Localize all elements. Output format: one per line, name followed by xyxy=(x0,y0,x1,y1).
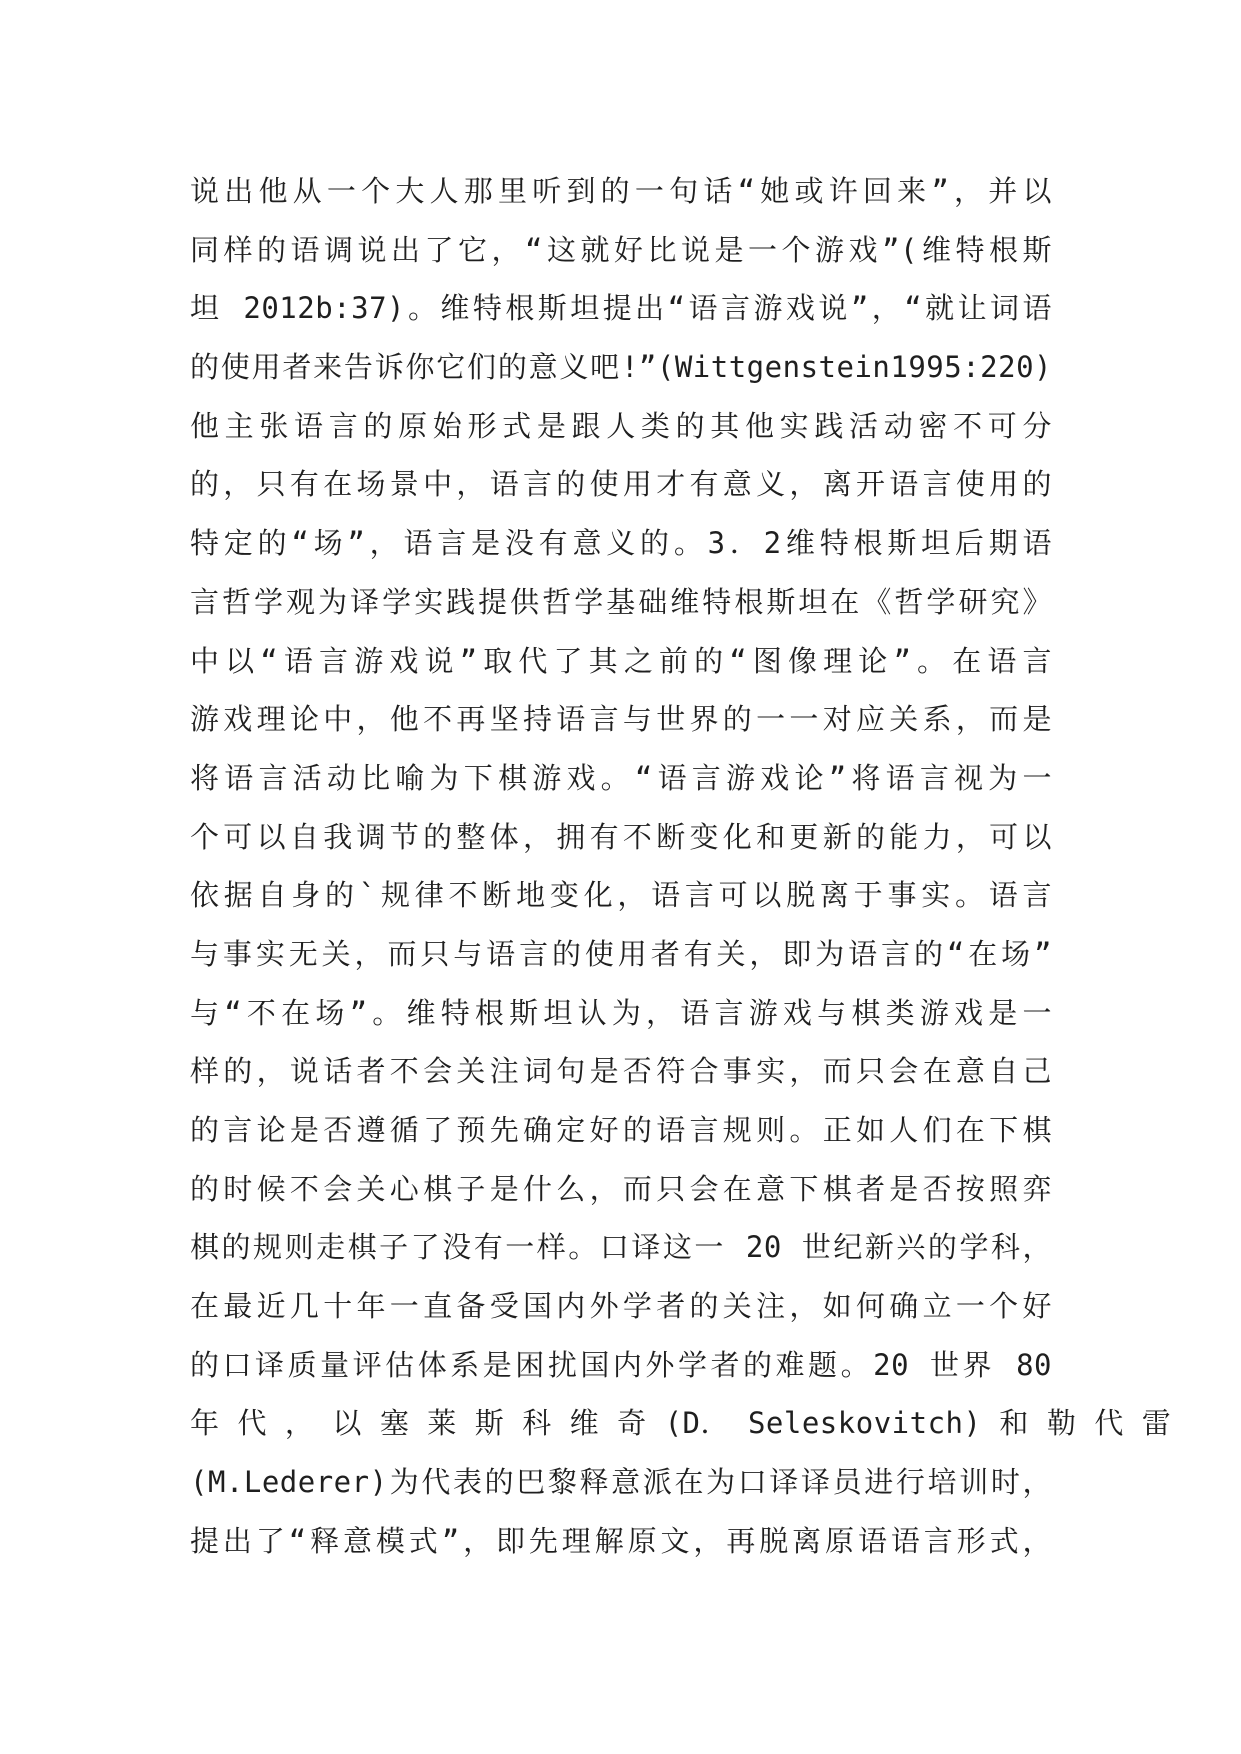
text-line: 提出了“释意模式”，即先理解原文，再脱离原语语言形式， xyxy=(190,1523,1052,1558)
text-line: 与“不在场”。维特根斯坦认为，语言游戏与棋类游戏是一 xyxy=(190,995,1052,1030)
text-line: 在最近几十年一直备受国内外学者的关注，如何确立一个好 xyxy=(190,1289,1052,1324)
text-line: 游戏理论中，他不再坚持语言与世界的一一对应关系，而是 xyxy=(190,702,1052,737)
text-line: 特定的“场”，语言是没有意义的。3．2维特根斯坦后期语 xyxy=(190,526,1052,561)
text-line: 个可以自我调节的整体，拥有不断变化和更新的能力，可以 xyxy=(190,819,1052,854)
text-line: 的言论是否遵循了预先确定好的语言规则。正如人们在下棋 xyxy=(190,1113,1052,1147)
text-line: 与事实无关，而只与语言的使用者有关，即为语言的“在场” xyxy=(190,936,1052,971)
text-line: 样的，说话者不会关注词句是否符合事实，而只会在意自己 xyxy=(190,1054,1052,1089)
text-line: 言哲学观为译学实践提供哲学基础维特根斯坦在《哲学研究》 xyxy=(190,584,1052,619)
text-line: 的，只有在场景中，语言的使用才有意义，离开语言使用的 xyxy=(190,467,1052,502)
text-line: (M.Lederer)为代表的巴黎释意派在为口译译员进行培训时， xyxy=(190,1465,1052,1500)
text-line: 棋的规则走棋子了没有一样。口译这一 20 世纪新兴的学科， xyxy=(190,1230,1052,1265)
text-line: 说出他从一个大人那里听到的一句话“她或许回来”，并以 xyxy=(190,174,1052,208)
text-line: 年 代 ， 以 塞 莱 斯 科 维 奇 (D． Seleskovitch) 和 勒 代 雷 xyxy=(190,1406,1172,1441)
body-text xyxy=(190,162,1172,1571)
text-line: 他主张语言的原始形式是跟人类的其他实践活动密不可分 xyxy=(190,408,1052,443)
text-line: 中以“语言游戏说”取代了其之前的“图像理论”。在语言 xyxy=(190,643,1052,678)
text-line: 的使用者来告诉你它们的意义吧!”(Wittgenstein1995:220) xyxy=(190,350,1052,385)
text-line: 将语言活动比喻为下棋游戏。“语言游戏论”将语言视为一 xyxy=(190,760,1052,795)
text-line: 依据自身的`规律不断地变化，语言可以脱离于事实。语言 xyxy=(190,878,1052,913)
text-line: 坦 2012b:37)。维特根斯坦提出“语言游戏说”，“就让词语 xyxy=(190,291,1052,326)
text-line: 的时候不会关心棋子是什么，而只会在意下棋者是否按照弈 xyxy=(190,1171,1052,1206)
text-line: 同样的语调说出了它，“这就好比说是一个游戏”(维特根斯 xyxy=(190,232,1052,267)
text-line: 的口译质量评估体系是困扰国内外学者的难题。20 世界 80 xyxy=(190,1347,1052,1382)
